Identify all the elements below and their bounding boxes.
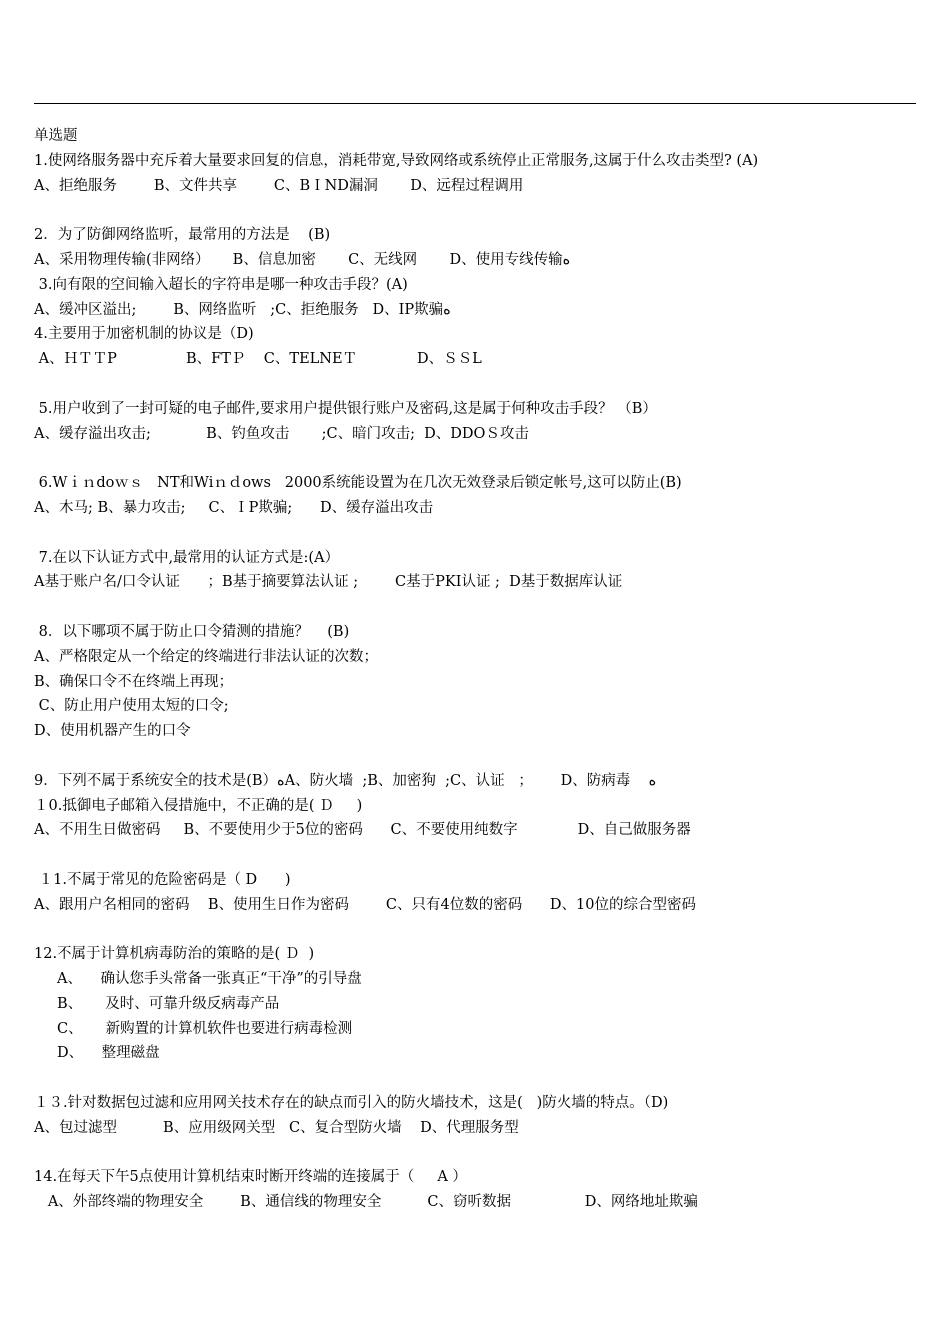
question-6: 6.Wｉｎdoｗｓ NT和Wiｎｄows 2000系统能设置为在几次无效登录后锁定帐号,这可以防止(B) (34, 475, 682, 492)
blank-line (34, 1066, 924, 1091)
question-7-options: A基于账户名/口令认证 ；B基于摘要算法认证 ; C基于PKI认证 ; D基于数据库认证 (34, 574, 623, 591)
section-title: 单选题 (34, 128, 78, 144)
question-3: 3.向有限的空间输入超长的字符串是哪一种攻击手段？(A) (34, 276, 408, 293)
blank-line (34, 1141, 924, 1166)
question-10-options: A、不用生日做密码 B、不要使用少于5位的密码 C、不要使用纯数字 D、自己做服务器 (34, 822, 691, 839)
question-11-options: A、跟用户名相同的密码 B、使用生日作为密码 C、只有4位数的密码 D、10位的综合型密码 (34, 896, 696, 913)
question-8-option-a: A、严格限定从一个给定的终端进行非法认证的次数； (34, 648, 378, 665)
question-12-option-c: C、 新购置的计算机软件也要进行病毒检测 (34, 1020, 353, 1037)
question-6-options: A、木马; B、暴力攻击; C、ＩP欺骗; D、缓存溢出攻击 (34, 499, 434, 516)
blank-line (34, 918, 924, 943)
question-8: 8．以下哪项不属于防止口令猜测的措施？ (B) (34, 623, 350, 640)
question-13-options: A、包过滤型 B、应用级网关型 C、复合型防火墙 D、代理服务型 (34, 1119, 519, 1136)
blank-line (34, 843, 924, 868)
question-14: 14.在每天下午5点使用计算机结束时断开终端的连接属于（ A ） (34, 1169, 467, 1186)
question-13: １３.针对数据包过滤和应用网关技术存在的缺点而引入的防火墙技术，这是( )防火墙的特点。（D) (34, 1095, 669, 1112)
question-12-option-d: D、 整理磁盘 (34, 1045, 160, 1062)
blank-line (34, 521, 924, 546)
question-8-option-d: D、使用机器产生的口令 (34, 723, 191, 740)
question-8-option-c: C、防止用户使用太短的口令; (34, 698, 229, 715)
question-11: １1.不属于常见的危险密码是（ D ) (34, 871, 291, 888)
question-2-options: A、采用物理传输(非网络） B、信息加密 C、无线网 D、使用专线传输ﻩ (34, 251, 571, 268)
question-1-options: A、拒绝服务 B、文件共享 C、BＩND漏洞 D、远程过程调用 (34, 177, 524, 194)
question-4: 4.主要用于加密机制的协议是（D) (34, 326, 254, 343)
question-12: 12.不属于计算机病毒防治的策略的是( Ｄ ) (34, 946, 315, 963)
blank-line (34, 446, 924, 471)
blank-line (34, 595, 924, 620)
question-3-options: A、缓冲区溢出; B、网络监听 ;C、拒绝服务 D、IP欺骗ﻩ (34, 301, 451, 318)
header-rule (34, 103, 916, 104)
question-7: 7.在以下认证方式中,最常用的认证方式是:(A） (34, 549, 340, 566)
question-8-option-b: B、确保口令不在终端上再现； (34, 673, 234, 690)
blank-line (34, 372, 924, 397)
question-1: 1.使网络服务器中充斥着大量要求回复的信息，消耗带宽,导致网络或系统停止正常服务,这属于什么攻击类型? (A) (34, 152, 759, 169)
question-4-options: A、ＨＴＴP B、FTＰ C、TELNEＴ D、ＳＳL (34, 351, 482, 368)
question-5: 5.用户收到了一封可疑的电子邮件,要求用户提供银行账户及密码,这是属于何种攻击手段？ （B） (34, 400, 657, 417)
question-14-options: A、外部终端的物理安全 B、通信线的物理安全 C、窃听数据 D、网络地址欺骗 (34, 1194, 698, 1211)
question-2: 2．为了防御网络监听，最常用的方法是 (B) (34, 227, 331, 244)
question-9: 9．下列不属于系统安全的技术是(B）ﻩA、防火墙 ;B、加密狗 ;C、认证 ； D、防病毒 ﻩ (34, 772, 657, 789)
question-12-option-a: A、 确认您手头常备一张真正“干净”的引导盘 (34, 971, 362, 988)
question-5-options: A、缓存溢出攻击; B、钓鱼攻击 ;C、暗门攻击; D、DDOＳ攻击 (34, 425, 529, 442)
question-12-option-b: B、 及时、可靠升级反病毒产品 (34, 995, 280, 1012)
blank-line (34, 198, 924, 223)
question-list (34, 124, 924, 1215)
blank-line (34, 744, 924, 769)
question-10: １0.抵御电子邮箱入侵措施中，不正确的是( Ｄ ) (34, 797, 363, 814)
